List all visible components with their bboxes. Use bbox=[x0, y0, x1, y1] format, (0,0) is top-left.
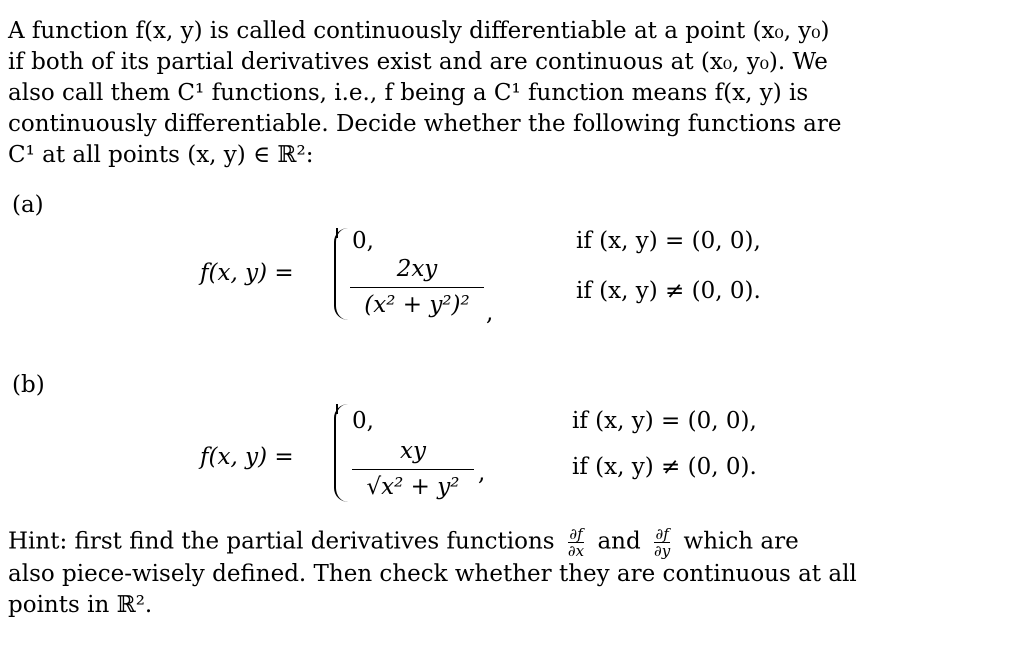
hint-line-1 bbox=[8, 526, 928, 559]
intro-line-3: also call them C¹ functions, i.e., f being a C¹ function means f(x, y) is bbox=[8, 80, 809, 106]
intro-line-5: C¹ at all points (x, y) ∈ ℝ²: bbox=[8, 142, 314, 168]
part-a-fraction bbox=[350, 254, 484, 321]
part-b-case1-value: 0, bbox=[352, 408, 374, 434]
part-a-case1-condition: if (x, y) = (0, 0), bbox=[576, 228, 761, 254]
partial-y-fraction bbox=[654, 526, 670, 559]
partial-x-numerator: ∂f bbox=[569, 525, 583, 543]
partial-y-denominator: ∂y bbox=[654, 542, 671, 560]
partial-y-numerator: ∂f bbox=[655, 525, 669, 543]
part-a-comma: , bbox=[486, 300, 494, 326]
hint-lead: Hint: first find the partial derivatives functions bbox=[8, 528, 555, 555]
part-b-numerator: xy bbox=[400, 438, 426, 464]
part-a-case2-condition: if (x, y) ≠ (0, 0). bbox=[576, 278, 761, 304]
part-a-label: (a) bbox=[12, 192, 44, 218]
partial-x-fraction bbox=[568, 526, 584, 559]
intro-line-2: if both of its partial derivatives exist and are continuous at (x₀, y₀). We bbox=[8, 49, 828, 75]
hint-tail: which are bbox=[683, 528, 799, 555]
intro-paragraph bbox=[8, 16, 928, 171]
part-b-case1-condition: if (x, y) = (0, 0), bbox=[572, 408, 757, 434]
part-b-comma: , bbox=[478, 460, 486, 486]
part-a-lhs: f(x, y) = bbox=[200, 260, 294, 286]
part-b-fraction bbox=[352, 436, 474, 503]
hint-paragraph bbox=[8, 526, 928, 621]
hint-line-2: also piece-wisely defined. Then check whether they are continuous at all bbox=[8, 561, 857, 587]
part-b-lhs: f(x, y) = bbox=[200, 444, 294, 470]
hint-line-3: points in ℝ². bbox=[8, 592, 153, 618]
part-b-case2-condition: if (x, y) ≠ (0, 0). bbox=[572, 454, 757, 480]
intro-line-1: A function f(x, y) is called continuously differentiable at a point (x₀, y₀) bbox=[8, 18, 830, 44]
intro-line-4: continuously differentiable. Decide whether the following functions are bbox=[8, 111, 842, 137]
partial-x-denominator: ∂x bbox=[567, 542, 585, 560]
part-b-label: (b) bbox=[12, 372, 45, 398]
part-a-case1-value: 0, bbox=[352, 228, 374, 254]
hint-and: and bbox=[597, 528, 641, 555]
part-a-denominator: (x² + y²)² bbox=[364, 292, 470, 318]
part-a-numerator: 2xy bbox=[396, 256, 438, 282]
part-b-denominator: √x² + y² bbox=[366, 474, 460, 500]
